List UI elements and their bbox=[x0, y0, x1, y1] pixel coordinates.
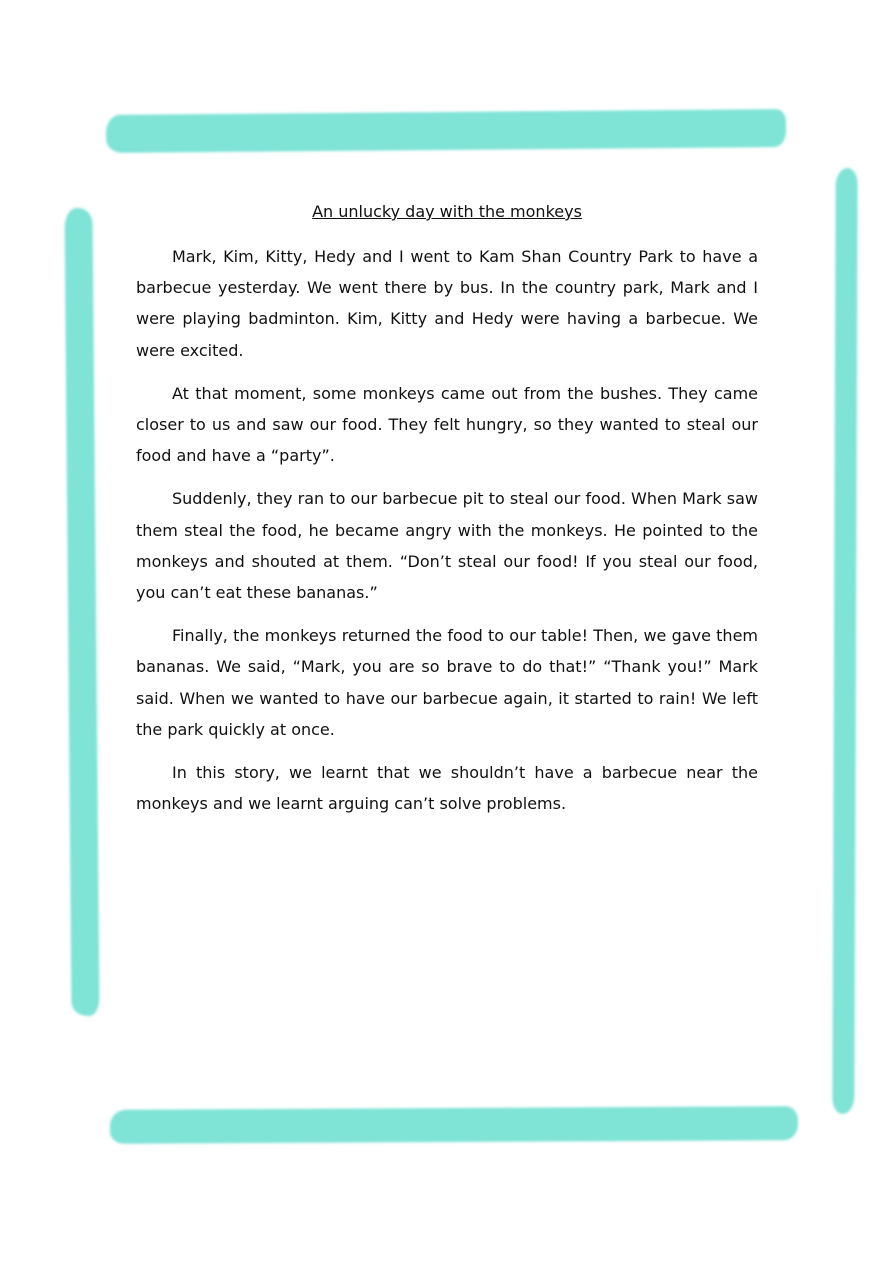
story-paragraph-3: Suddenly, they ran to our barbecue pit to steal our food. When Mark saw them steal the food, he became angry with the monkeys. He pointed to the monkeys and shouted at them. “Don’t steal our food! If you steal our food, you can’t eat these bananas.” bbox=[136, 489, 758, 603]
decorative-border-right bbox=[832, 168, 857, 1114]
story-paragraph-1: Mark, Kim, Kitty, Hedy and I went to Kam Shan Country Park to have a barbecue yesterday. We went there by bus. In the country park, Mark and I were playing badminton. Kim, Kitty and Hedy were having a barbecue. We were excited. bbox=[136, 247, 758, 360]
story-paragraph-5: In this story, we learnt that we shouldn’t have a barbecue near the monkeys and we learnt arguing can’t solve problems. bbox=[136, 763, 758, 814]
story-body bbox=[136, 196, 758, 831]
story-title: An unlucky day with the monkeys bbox=[312, 202, 582, 221]
decorative-border-left bbox=[64, 208, 99, 1016]
decorative-border-bottom bbox=[110, 1106, 798, 1144]
story-paragraph-2: At that moment, some monkeys came out from the bushes. They came closer to us and saw our food. They felt hungry, so they wanted to steal our food and have a “party”. bbox=[136, 383, 758, 466]
story-paragraph-4: Finally, the monkeys returned the food to our table! Then, we gave them bananas. We said, “Mark, you are so brave to do that!” “Thank you!” Mark said. When we wanted to have our barbecue again, it started to rain! We left the park quickly at once. bbox=[136, 626, 758, 739]
decorative-border-top bbox=[106, 109, 786, 153]
